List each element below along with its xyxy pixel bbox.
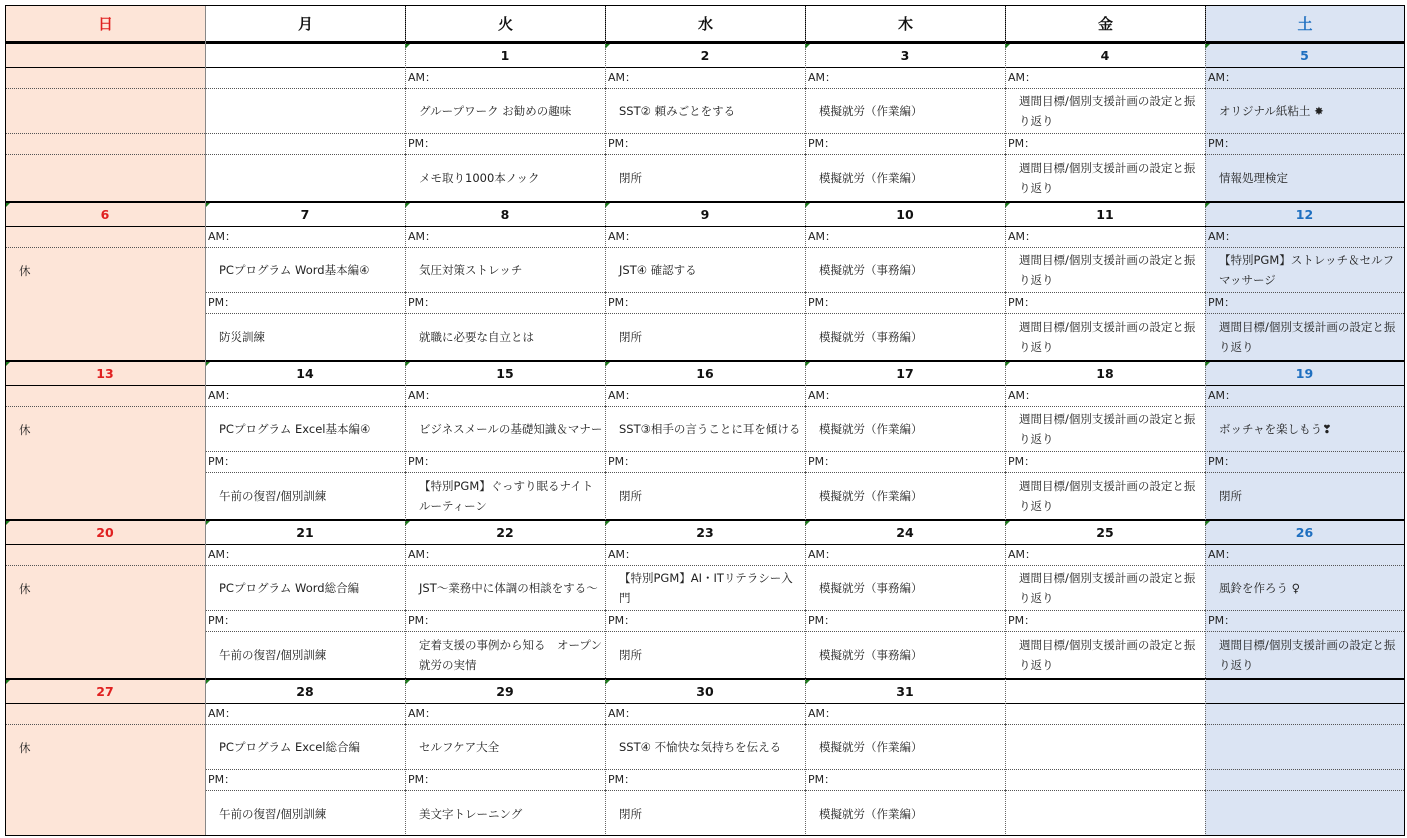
pm-activity [1005, 791, 1205, 837]
pm-activity[interactable] [1205, 314, 1404, 360]
am-activity-text: PCプログラム Excel基本編④ [219, 422, 371, 436]
am-label: AM： [605, 704, 805, 725]
pm-label: PM： [605, 134, 805, 155]
pm-activity-text: 午前の復習/個別訓練 [219, 489, 327, 503]
pm-label: PM： [1005, 134, 1205, 155]
am-label: AM： [605, 386, 805, 407]
pm-activity-text: 閉所 [619, 807, 642, 821]
am-activity-text: JST④ 確認する [619, 263, 697, 277]
day-number [1205, 678, 1404, 704]
am-label: AM： [205, 227, 405, 248]
pm-label [205, 134, 405, 155]
column-divider [405, 5, 406, 836]
cell-comment-marker [5, 203, 10, 208]
am-label [5, 386, 205, 407]
pm-activity [1205, 791, 1404, 837]
pm-label: PM： [805, 134, 1005, 155]
pm-activity-text: 週間目標/個別支援計画の設定と振り返り [1019, 161, 1196, 195]
am-activity-text: 模擬就労（作業編） [819, 104, 923, 118]
am-activity-text: JST～業務中に体調の相談をする～ [419, 581, 598, 595]
day-number: 23 [605, 519, 805, 545]
am-activity-text: 模擬就労（事務編） [819, 581, 923, 595]
pm-activity-text: 模擬就労（事務編） [819, 330, 923, 344]
am-activity[interactable] [205, 566, 405, 611]
am-activity[interactable] [1205, 89, 1404, 134]
pm-label: PM： [1205, 293, 1404, 314]
day-number: 29 [405, 678, 605, 704]
am-activity-text: SST④ 不愉快な気持ちを伝える [619, 740, 782, 754]
am-activity[interactable] [605, 566, 805, 611]
am-activity [1005, 725, 1205, 770]
am-activity-text: 気圧対策ストレッチ [419, 263, 523, 277]
rest-day-label [5, 248, 205, 293]
am-label: AM： [805, 227, 1005, 248]
am-activity[interactable] [405, 248, 605, 293]
pm-label [5, 611, 205, 632]
am-label [5, 545, 205, 566]
pm-activity [205, 155, 405, 201]
am-activity[interactable] [1205, 566, 1404, 611]
pm-activity-text: 防災訓練 [219, 330, 265, 344]
pm-activity[interactable] [1005, 314, 1205, 360]
day-number: 6 [5, 201, 205, 227]
pm-activity-text: 模擬就労（作業編） [819, 489, 923, 503]
pm-activity-text: 定着支援の事例から知る オープン就労の実情 [419, 638, 602, 672]
pm-activity-text: 週間目標/個別支援計画の設定と振り返り [1019, 479, 1196, 513]
pm-label: PM： [405, 611, 605, 632]
day-number: 30 [605, 678, 805, 704]
pm-label: PM： [405, 770, 605, 791]
am-label: AM： [205, 704, 405, 725]
day-number: 5 [1205, 42, 1404, 68]
am-activity[interactable] [805, 248, 1005, 293]
am-label: AM： [1205, 227, 1404, 248]
weekday-header-saturday: 土 [1205, 5, 1405, 42]
pm-activity[interactable] [1205, 155, 1404, 201]
weekday-header-tuesday: 火 [405, 5, 606, 42]
cell-comment-marker [5, 680, 10, 685]
day-number: 15 [405, 360, 605, 386]
day-number: 2 [605, 42, 805, 68]
day-number: 26 [1205, 519, 1404, 545]
pm-label: PM： [1005, 452, 1205, 473]
day-number: 17 [805, 360, 1005, 386]
pm-activity[interactable] [805, 473, 1005, 519]
pm-activity[interactable] [405, 473, 605, 519]
am-activity[interactable] [805, 407, 1005, 452]
am-label: AM： [1205, 545, 1404, 566]
am-label [5, 68, 205, 89]
pm-label: PM： [605, 770, 805, 791]
pm-label: PM： [605, 611, 805, 632]
am-activity-text: SST② 頼みごとをする [619, 104, 736, 118]
am-activity-text: 【特別PGM】ストレッチ＆セルフマッサージ [1219, 253, 1395, 287]
am-activity[interactable] [605, 725, 805, 770]
pm-label: PM： [1005, 293, 1205, 314]
am-label: AM： [605, 68, 805, 89]
pm-label [5, 134, 205, 155]
pm-label: PM： [1205, 452, 1404, 473]
pm-activity-text: 模擬就労（事務編） [819, 648, 923, 662]
am-activity-text: 週間目標/個別支援計画の設定と振り返り [1019, 571, 1196, 605]
day-number: 16 [605, 360, 805, 386]
am-label: AM： [405, 704, 605, 725]
am-label [1005, 704, 1205, 725]
rest-day-text: 休 [19, 581, 31, 596]
day-number: 27 [5, 678, 205, 704]
am-activity[interactable] [405, 725, 605, 770]
column-divider [1005, 5, 1006, 836]
am-activity-text: 模擬就労（作業編） [819, 740, 923, 754]
rest-day-text: 休 [19, 263, 31, 278]
am-label: AM： [405, 386, 605, 407]
pm-activity-text: 週間目標/個別支援計画の設定と振り返り [1219, 320, 1396, 354]
pm-activity[interactable] [805, 791, 1005, 837]
pm-label: PM： [605, 293, 805, 314]
pm-label [1005, 770, 1205, 791]
am-activity-text: グループワーク お勧めの趣味 [419, 104, 572, 118]
am-activity[interactable] [405, 407, 605, 452]
pm-activity[interactable] [205, 791, 405, 837]
pm-activity[interactable] [405, 632, 605, 678]
pm-activity[interactable] [205, 314, 405, 360]
am-activity [1205, 725, 1404, 770]
pm-activity-text: 【特別PGM】ぐっすり眠るナイトルーティーン [419, 479, 594, 513]
weekday-header-friday: 金 [1005, 5, 1206, 42]
pm-activity-text: 午前の復習/個別訓練 [219, 648, 327, 662]
am-activity-text: 風鈴を作ろう ♀ [1219, 581, 1301, 595]
pm-activity-text: 閉所 [619, 171, 642, 185]
am-activity[interactable] [605, 89, 805, 134]
pm-activity[interactable] [205, 473, 405, 519]
am-label [205, 68, 405, 89]
pm-activity-text: 美文字トレーニング [419, 807, 523, 821]
pm-activity-text: 情報処理検定 [1219, 171, 1288, 185]
day-number: 11 [1005, 201, 1205, 227]
pm-label: PM： [405, 134, 605, 155]
am-label [5, 704, 205, 725]
am-activity[interactable] [605, 248, 805, 293]
day-number [1005, 678, 1205, 704]
pm-label: PM： [405, 452, 605, 473]
pm-activity[interactable] [405, 314, 605, 360]
rest-day-text: 休 [19, 422, 31, 437]
cell-comment-marker [5, 521, 10, 526]
pm-activity [5, 155, 205, 201]
am-activity[interactable] [805, 725, 1005, 770]
pm-activity-text: 閉所 [1219, 489, 1242, 503]
day-number: 20 [5, 519, 205, 545]
pm-activity[interactable] [805, 632, 1005, 678]
pm-activity-text: メモ取り1000本ノック [419, 171, 540, 185]
am-activity [5, 89, 205, 134]
day-number: 7 [205, 201, 405, 227]
am-label: AM： [1205, 386, 1404, 407]
am-activity-text: ボッチャを楽しもう❣ [1219, 422, 1332, 436]
day-number: 1 [405, 42, 605, 68]
rest-day-label [5, 725, 205, 770]
day-number: 24 [805, 519, 1005, 545]
day-number: 31 [805, 678, 1005, 704]
day-number: 12 [1205, 201, 1404, 227]
am-label: AM： [405, 545, 605, 566]
pm-activity[interactable] [605, 791, 805, 837]
pm-label: PM： [1005, 611, 1205, 632]
day-number: 22 [405, 519, 605, 545]
am-activity[interactable] [1205, 248, 1404, 293]
pm-activity[interactable] [1005, 473, 1205, 519]
day-number [205, 42, 405, 68]
am-label: AM： [205, 386, 405, 407]
pm-activity-text: 就職に必要な自立とは [419, 330, 534, 344]
am-activity-text: セルフケア大全 [419, 740, 500, 754]
am-activity-text: 週間目標/個別支援計画の設定と振り返り [1019, 412, 1196, 446]
am-label: AM： [605, 227, 805, 248]
weekday-header-thursday: 木 [805, 5, 1006, 42]
pm-label: PM： [1205, 611, 1404, 632]
am-label: AM： [1005, 227, 1205, 248]
pm-label: PM： [605, 452, 805, 473]
rest-day-label [5, 566, 205, 611]
am-label: AM： [1005, 545, 1205, 566]
am-label: AM： [1205, 68, 1404, 89]
am-activity[interactable] [1005, 89, 1205, 134]
pm-activity[interactable] [1205, 473, 1404, 519]
weekday-header-sunday: 日 [5, 5, 206, 42]
pm-activity [5, 473, 205, 519]
am-activity[interactable] [805, 89, 1005, 134]
pm-activity[interactable] [805, 155, 1005, 201]
pm-label: PM： [805, 293, 1005, 314]
pm-activity[interactable] [405, 791, 605, 837]
day-number: 9 [605, 201, 805, 227]
pm-activity-text: 午前の復習/個別訓練 [219, 807, 327, 821]
am-activity-text: PCプログラム Word総合編 [219, 581, 360, 595]
rest-day-label [5, 407, 205, 452]
column-divider [605, 5, 606, 836]
am-activity-text: 【特別PGM】AI・ITリテラシー入門 [619, 571, 793, 605]
pm-activity[interactable] [805, 314, 1005, 360]
pm-activity-text: 閉所 [619, 330, 642, 344]
am-activity-text: SST③相手の言うことに耳を傾ける [619, 422, 801, 436]
pm-activity-text: 閉所 [619, 648, 642, 662]
am-activity-text: PCプログラム Excel総合編 [219, 740, 360, 754]
am-label: AM： [1005, 386, 1205, 407]
pm-label [5, 452, 205, 473]
pm-label [5, 770, 205, 791]
pm-activity [5, 314, 205, 360]
pm-label: PM： [805, 452, 1005, 473]
pm-activity [5, 791, 205, 837]
pm-label: PM： [205, 452, 405, 473]
day-number: 3 [805, 42, 1005, 68]
am-activity-text: 週間目標/個別支援計画の設定と振り返り [1019, 94, 1196, 128]
am-activity[interactable] [205, 407, 405, 452]
column-divider [805, 5, 806, 836]
am-label [1205, 704, 1404, 725]
am-activity [205, 89, 405, 134]
am-activity[interactable] [605, 407, 805, 452]
pm-activity[interactable] [1205, 632, 1404, 678]
am-label [5, 227, 205, 248]
am-activity-text: オリジナル紙粘土 ✸ [1219, 104, 1324, 118]
pm-activity-text: 週間目標/個別支援計画の設定と振り返り [1219, 638, 1396, 672]
rest-day-text: 休 [19, 740, 31, 755]
am-label: AM： [805, 545, 1005, 566]
pm-activity[interactable] [1005, 155, 1205, 201]
day-number: 10 [805, 201, 1005, 227]
pm-activity[interactable] [205, 632, 405, 678]
day-number [5, 42, 205, 68]
pm-activity[interactable] [405, 155, 605, 201]
pm-activity-text: 週間目標/個別支援計画の設定と振り返り [1019, 638, 1196, 672]
day-number: 28 [205, 678, 405, 704]
pm-label [5, 293, 205, 314]
cell-comment-marker [5, 362, 10, 367]
day-number: 14 [205, 360, 405, 386]
pm-activity[interactable] [605, 473, 805, 519]
pm-activity-text: 週間目標/個別支援計画の設定と振り返り [1019, 320, 1196, 354]
am-activity[interactable] [205, 248, 405, 293]
day-number: 8 [405, 201, 605, 227]
pm-label: PM： [405, 293, 605, 314]
am-activity[interactable] [405, 566, 605, 611]
column-divider [1205, 5, 1206, 836]
pm-label [1205, 770, 1404, 791]
am-activity-text: 模擬就労（作業編） [819, 422, 923, 436]
am-activity[interactable] [1005, 566, 1205, 611]
pm-activity-text: 模擬就労（作業編） [819, 171, 923, 185]
am-activity[interactable] [1005, 248, 1205, 293]
day-number: 19 [1205, 360, 1404, 386]
am-activity[interactable] [805, 566, 1005, 611]
am-activity[interactable] [405, 89, 605, 134]
pm-activity[interactable] [605, 632, 805, 678]
am-label: AM： [805, 704, 1005, 725]
pm-label: PM： [805, 611, 1005, 632]
am-label: AM： [405, 68, 605, 89]
day-number: 25 [1005, 519, 1205, 545]
am-label: AM： [1005, 68, 1205, 89]
day-number: 4 [1005, 42, 1205, 68]
am-activity[interactable] [1005, 407, 1205, 452]
am-activity[interactable] [1205, 407, 1404, 452]
day-number: 21 [205, 519, 405, 545]
am-label: AM： [405, 227, 605, 248]
am-label: AM： [205, 545, 405, 566]
pm-activity[interactable] [605, 155, 805, 201]
pm-label: PM： [205, 293, 405, 314]
am-label: AM： [605, 545, 805, 566]
pm-activity [5, 632, 205, 678]
day-number: 18 [1005, 360, 1205, 386]
am-label: AM： [805, 68, 1005, 89]
pm-label: PM： [805, 770, 1005, 791]
pm-label: PM： [1205, 134, 1404, 155]
am-activity[interactable] [205, 725, 405, 770]
am-activity-text: ビジネスメールの基礎知識＆マナー [419, 422, 603, 436]
column-divider [205, 5, 206, 836]
monthly-calendar [5, 5, 1404, 836]
day-number: 13 [5, 360, 205, 386]
pm-label: PM： [205, 770, 405, 791]
am-activity-text: PCプログラム Word基本編④ [219, 263, 370, 277]
weekday-header-monday: 月 [205, 5, 406, 42]
am-activity-text: 模擬就労（事務編） [819, 263, 923, 277]
pm-activity[interactable] [605, 314, 805, 360]
pm-label: PM： [205, 611, 405, 632]
weekday-header-wednesday: 水 [605, 5, 806, 42]
pm-activity-text: 閉所 [619, 489, 642, 503]
pm-activity-text: 模擬就労（作業編） [819, 807, 923, 821]
am-activity-text: 週間目標/個別支援計画の設定と振り返り [1019, 253, 1196, 287]
am-label: AM： [805, 386, 1005, 407]
pm-activity[interactable] [1005, 632, 1205, 678]
